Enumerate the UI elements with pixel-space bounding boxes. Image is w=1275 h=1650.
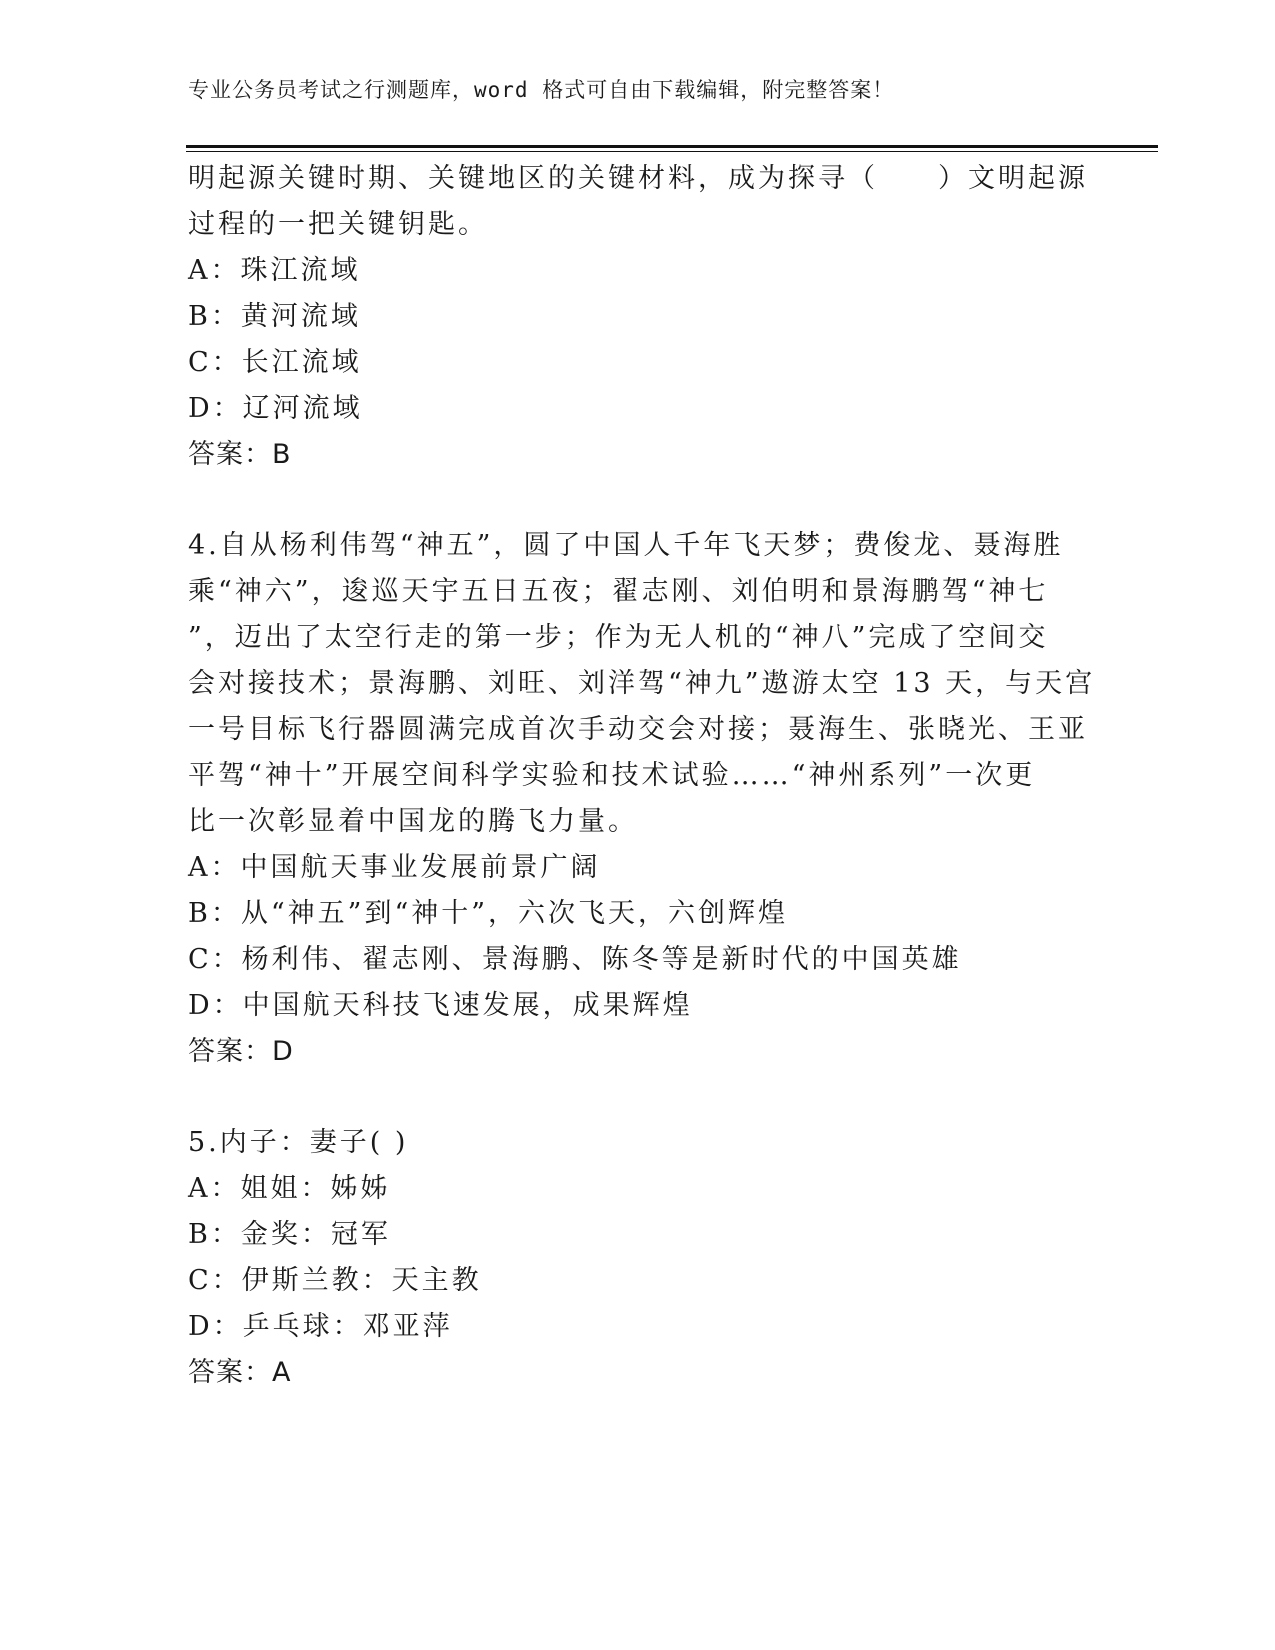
option-c: C：伊斯兰教：天主教 xyxy=(188,1265,482,1296)
option-b: B：从“神五”到“神十”，六次飞天，六创辉煌 xyxy=(188,898,789,929)
option-d: D：乒乓球：邓亚萍 xyxy=(188,1311,453,1342)
question-stem-line: 5.内子：妻子( ) xyxy=(188,1127,409,1158)
answer-line: 答案：B xyxy=(188,439,292,470)
question-3 xyxy=(188,156,1088,478)
question-stem-line: 4.自从杨利伟驾“神五”，圆了中国人千年飞天梦；费俊龙、聂海胜 xyxy=(188,530,1064,561)
question-stem-line: 明起源关键时期、关键地区的关键材料，成为探寻（ ）文明起源 xyxy=(188,163,1088,194)
question-stem-line: 平驾“神十”开展空间科学实验和技术试验……“神州系列”一次更 xyxy=(188,760,1036,791)
question-stem-line: 乘“神六”，逡巡天宇五日五夜；翟志刚、刘伯明和景海鹏驾“神七 xyxy=(188,576,1049,607)
option-c: C：长江流域 xyxy=(188,347,362,378)
question-stem-line: 会对接技术；景海鹏、刘旺、刘洋驾“神九”遨游太空 13 天，与天宫 xyxy=(188,668,1096,699)
question-stem-line: 比一次彰显着中国龙的腾飞力量。 xyxy=(188,806,638,837)
header-rule-thin xyxy=(186,151,1158,152)
spacer xyxy=(188,478,1088,523)
option-d: D：辽河流域 xyxy=(188,393,363,424)
question-4 xyxy=(188,523,1096,1075)
document-body xyxy=(188,156,1096,1396)
answer-line: 答案：A xyxy=(188,1357,292,1388)
answer-line: 答案：D xyxy=(188,1036,294,1067)
option-c: C：杨利伟、翟志刚、景海鹏、陈冬等是新时代的中国英雄 xyxy=(188,944,962,975)
option-b: B：金奖：冠军 xyxy=(188,1219,391,1250)
page-header: 专业公务员考试之行测题库，word 格式可自由下载编辑，附完整答案！ xyxy=(188,78,895,102)
option-d: D：中国航天科技飞速发展，成果辉煌 xyxy=(188,990,693,1021)
option-a: A：中国航天事业发展前景广阔 xyxy=(188,852,601,883)
spacer xyxy=(188,1075,1088,1120)
question-stem-line: 一号目标飞行器圆满完成首次手动交会对接；聂海生、张晓光、王亚 xyxy=(188,714,1088,745)
option-a: A：珠江流域 xyxy=(188,255,361,286)
option-a: A：姐姐：姊姊 xyxy=(188,1173,391,1204)
header-rule-thick xyxy=(186,145,1158,148)
question-stem-line: ”，迈出了太空行走的第一步；作为无人机的“神八”完成了空间交 xyxy=(188,622,1049,653)
question-5 xyxy=(188,1120,1088,1396)
question-stem-line: 过程的一把关键钥匙。 xyxy=(188,209,488,240)
option-b: B：黄河流域 xyxy=(188,301,361,332)
